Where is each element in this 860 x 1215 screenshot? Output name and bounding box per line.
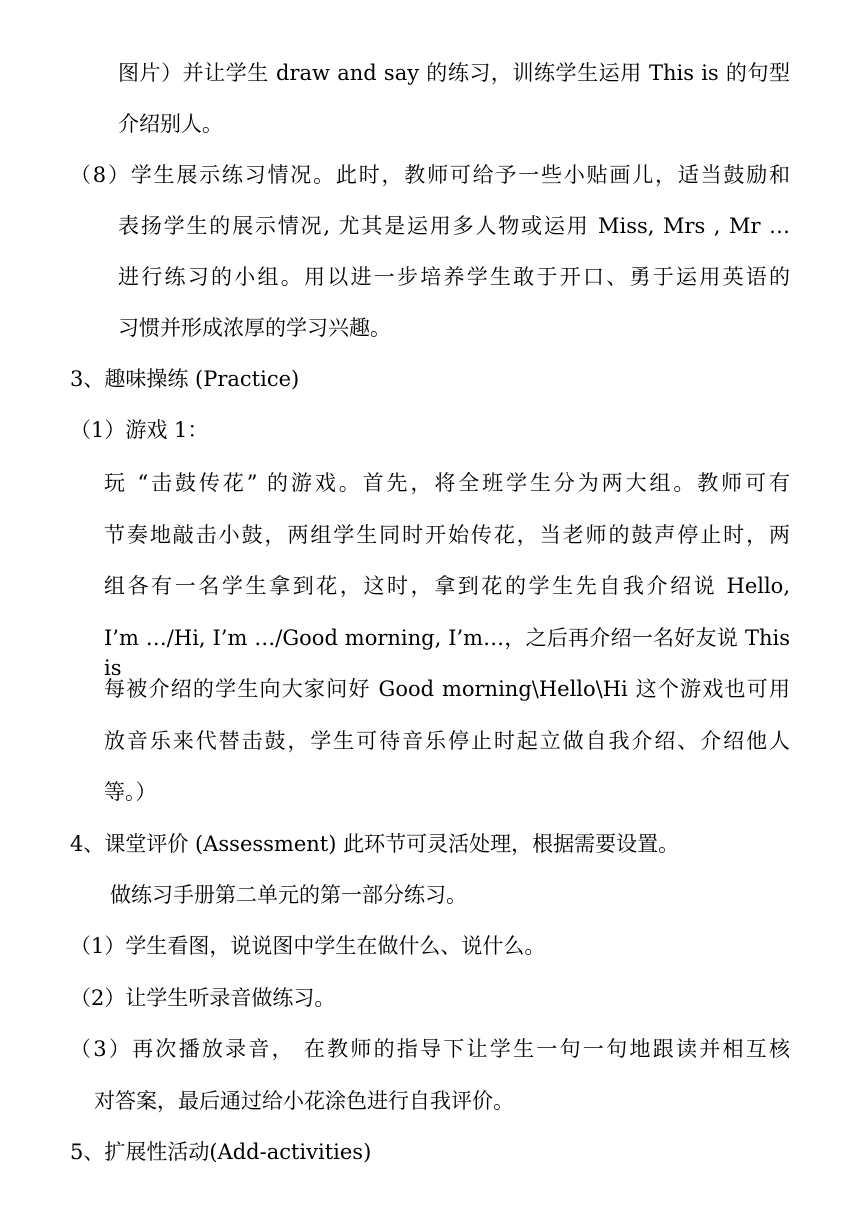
text-line: （1）学生看图，说说图中学生在做什么、说什么。: [70, 934, 546, 958]
text-line: 表扬学生的展示情况, 尤其是运用多人物或运用 Miss, Mrs , Mr …: [118, 214, 790, 238]
text-line: （3）再次播放录音， 在教师的指导下让学生一句一句地跟读并相互核: [70, 1037, 790, 1061]
text-line: （1）游戏 1：: [70, 418, 209, 442]
text-line: （8）学生展示练习情况。此时，教师可给予一些小贴画儿，适当鼓励和: [70, 163, 790, 187]
text-line: 等。）: [104, 780, 157, 804]
text-line: 玩 “击鼓传花” 的游戏。首先，将全班学生分为两大组。教师可有: [104, 471, 790, 495]
text-line: 放音乐来代替击鼓，学生可待音乐停止时起立做自我介绍、介绍他人: [104, 729, 790, 753]
text-line: 每被介绍的学生向大家问好 Good morning\Hello\Hi 这个游戏也可用: [104, 677, 790, 701]
text-line: I’m …/Hi, I’m …/Good morning, I’m…，之后再介绍一名好友说 This is: [104, 626, 790, 680]
text-line: 节奏地敲击小鼓，两组学生同时开始传花，当老师的鼓声停止时，两: [104, 523, 790, 547]
section-heading: 3、趣味操练 (Practice): [70, 367, 300, 391]
section-heading: 5、扩展性活动(Add-activities): [70, 1140, 372, 1164]
text-line: 进行练习的小组。用以进一步培养学生敢于开口、勇于运用英语的: [118, 265, 790, 289]
section-heading: 4、课堂评价 (Assessment) 此环节可灵活处理，根据需要设置。: [70, 832, 680, 856]
text-line: 习惯并形成浓厚的学习兴趣。: [118, 316, 391, 340]
text-line: 对答案，最后通过给小花涂色进行自我评价。: [94, 1089, 514, 1113]
text-line: 图片）并让学生 draw and say 的练习，训练学生运用 This is 的句型: [118, 61, 790, 85]
text-line: （2）让学生听录音做练习。: [70, 986, 336, 1010]
text-line: 组各有一名学生拿到花，这时，拿到花的学生先自我介绍说 Hello,: [104, 574, 790, 598]
text-line: 做练习手册第二单元的第一部分练习。: [110, 883, 467, 907]
text-line: 介绍别人。: [118, 112, 223, 136]
